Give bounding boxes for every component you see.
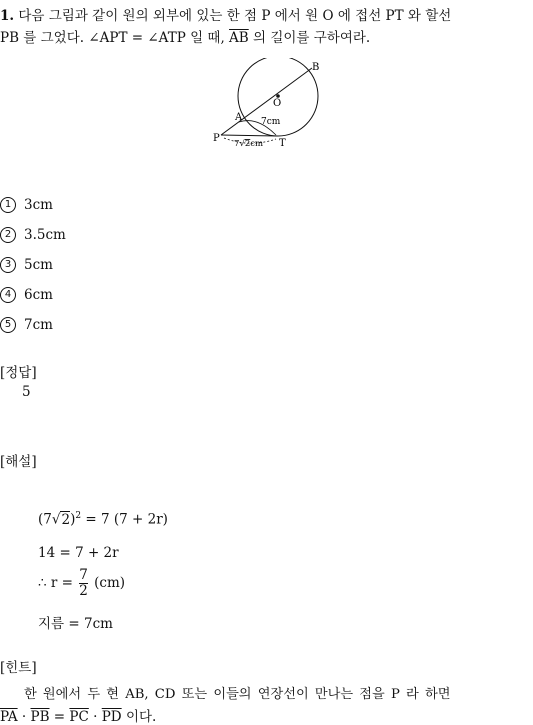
explanation-line-2: 14 = 7 + 2r xyxy=(38,545,119,561)
explanation-heading: [해설] xyxy=(0,454,37,470)
explanation-line-3: ∴ r = $\frac{7}{2}$ (cm) xyxy=(38,567,126,599)
question-line-2 xyxy=(0,26,370,46)
choice-mark-4: 4 xyxy=(0,287,16,303)
label-p: P xyxy=(213,133,220,144)
choice-2[interactable] xyxy=(0,227,66,243)
geometry-figure xyxy=(212,58,324,150)
question-number: 1. xyxy=(0,8,15,24)
choice-4[interactable] xyxy=(0,287,53,303)
choice-mark-5: 5 xyxy=(0,317,16,333)
choice-text-2: 3.5cm xyxy=(24,227,66,243)
segment-ab: $\overline{AB}$ xyxy=(229,30,249,46)
choice-5[interactable] xyxy=(0,317,53,333)
hint-line-2: $\overline{PA} \cdot \overline{PB} = \overline{PC} \cdot \overline{PD}$ 이다. xyxy=(0,709,157,725)
choice-1[interactable] xyxy=(0,197,53,213)
explanation-line-1: $(7√2)^2 = 7$ (7 + 2r) xyxy=(38,511,168,528)
label-t: T xyxy=(279,138,286,149)
question-line-1 xyxy=(0,4,451,24)
choice-mark-3: 3 xyxy=(0,257,16,273)
question-text-1: 다음 그림과 같이 원의 외부에 있는 한 점 P 에서 원 O 에 접선 PT 와 할선 xyxy=(18,8,452,24)
label-b: B xyxy=(312,62,320,73)
label-o: O xyxy=(273,98,282,109)
answer-value: 5 xyxy=(22,384,31,400)
explanation-line-4: 지름 = 7cm xyxy=(38,616,113,632)
choice-text-5: 7cm xyxy=(24,317,53,333)
choice-mark-2: 2 xyxy=(0,227,16,243)
choice-mark-1: 1 xyxy=(0,197,16,213)
choice-3[interactable] xyxy=(0,257,53,273)
choice-text-4: 6cm xyxy=(24,287,53,303)
question-text-2a: PB 를 그었다. ∠APT = ∠ATP 일 때, xyxy=(0,30,225,46)
fraction-7-2: $\frac{7}{2}$ xyxy=(79,567,88,599)
hint-heading: [힌트] xyxy=(0,660,37,676)
label-7cm: 7cm xyxy=(261,117,281,127)
question-text-2b: 의 길이를 구하여라. xyxy=(253,30,371,46)
hint-line-1: 한 원에서 두 현 AB, CD 또는 이들의 연장선이 만나는 점을 P 라 하면 xyxy=(24,687,451,702)
label-7root2cm: 7√2cm xyxy=(234,139,264,149)
label-a: A xyxy=(235,112,243,123)
answer-heading: [정답] xyxy=(0,365,37,381)
choice-text-3: 5cm xyxy=(24,257,53,273)
choice-text-1: 3cm xyxy=(24,197,53,213)
